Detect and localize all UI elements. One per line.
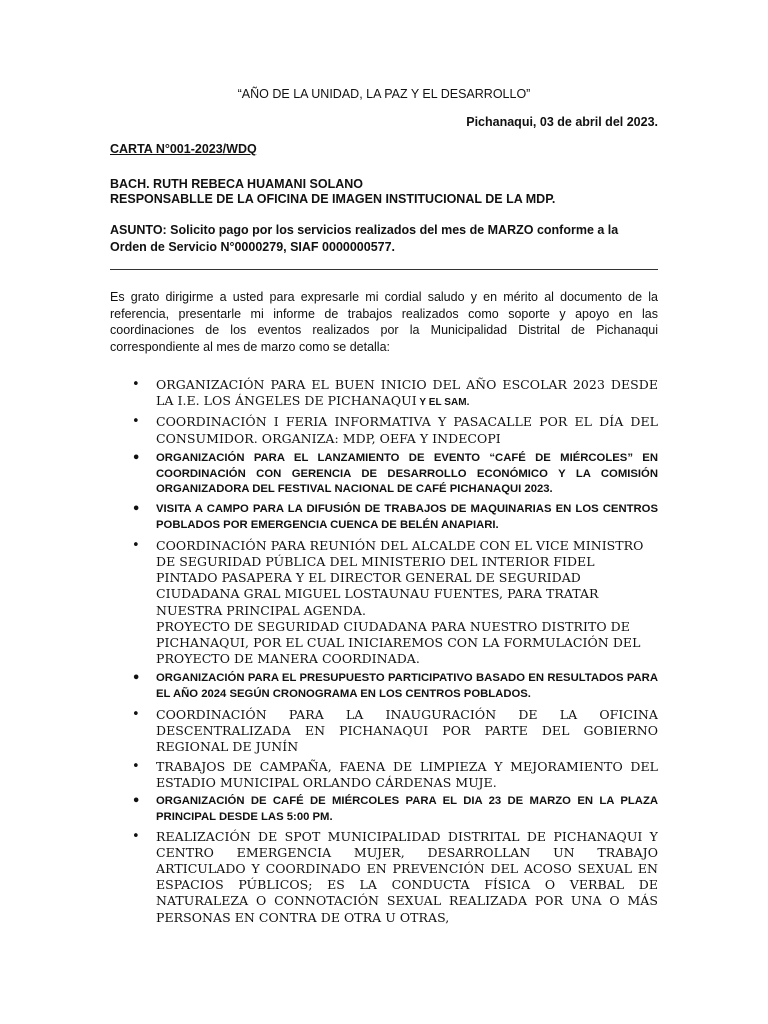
list-item-text: ORGANIZACIÓN DE CAFÉ DE MIÉRCOLES PARA EL DIA 23 DE MARZO EN LA PLAZA PRINCIPAL DESDE LAS 5:00 PM. <box>156 795 658 823</box>
bullet-icon: • <box>132 794 141 810</box>
list-item-text: ORGANIZACIÓN PARA EL PRESUPUESTO PARTICIPATIVO BASADO EN RESULTADOS PARA EL AÑO 2024 SEGÚN CRONOGRAMA EN LOS CENTROS POBLADOS. <box>156 672 658 701</box>
list-item <box>110 502 658 534</box>
list-item-text: TRABAJOS DE CAMPAÑA, FAENA DE LIMPIEZA Y MEJORAMIENTO DEL ESTADIO MUNICIPAL ORLANDO CÁRDENAS MUJE. <box>156 758 658 790</box>
list-item-text: ORGANIZACIÓN PARA EL LANZAMIENTO DE EVENTO “CAFÉ DE MIÉRCOLES” EN COORDINACIÓN CON GERENCIA DE DESARROLLO ECONÓMICO Y LA COMISIÓN ORGANIZADORA DEL FESTIVAL NACIONAL DE CAFÉ PICHANAQUI 2023. <box>156 451 658 496</box>
list-item <box>110 538 658 668</box>
bullet-icon: • <box>132 502 141 518</box>
list-item <box>110 759 658 791</box>
list-item <box>110 451 658 498</box>
intro-paragraph: Es grato dirigirme a usted para expresarle mi cordial saludo y en mérito al documento de la referencia, presentarle mi informe de trabajos realizados como soporte y apoyo en las coordinaciones de los eventos realizados por la Municipalidad Distrital de Pichanaqui correspondiente al mes de marzo como se detalla: <box>110 290 658 354</box>
divider-line <box>110 269 658 270</box>
list-item <box>110 829 658 926</box>
bullet-icon: • <box>132 537 140 553</box>
list-item <box>110 414 658 446</box>
list-item-text: ORGANIZACIÓN PARA EL BUEN INICIO DEL AÑO ESCOLAR 2023 DESDE LA I.E. LOS ÁNGELES DE PICHANAQUI <box>156 377 658 409</box>
recipient-role: RESPONSABLLE DE LA OFICINA DE IMAGEN INSTITUCIONAL DE LA MDP. <box>110 192 556 206</box>
bullet-icon: • <box>132 414 140 430</box>
dateline: Pichanaqui, 03 de abril del 2023. <box>466 115 658 129</box>
bullet-icon: • <box>132 671 141 687</box>
bullet-icon: • <box>132 828 140 844</box>
recipient-block <box>110 177 555 207</box>
bullet-icon: • <box>132 377 140 392</box>
bullet-icon: • <box>132 450 141 466</box>
list-item <box>110 707 658 756</box>
document-motto: “AÑO DE LA UNIDAD, LA PAZ Y EL DESARROLLO” <box>237 87 531 101</box>
recipient-name: BACH. RUTH REBECA HUAMANI SOLANO <box>110 177 364 191</box>
list-item <box>110 794 658 826</box>
list-item-text: COORDINACIÓN I FERIA INFORMATIVA Y PASACALLE POR EL DÍA DEL CONSUMIDOR. ORGANIZA: MDP, OEFA Y INDECOPI <box>156 414 658 446</box>
list-item-tail: Y EL SAM. <box>416 397 470 409</box>
subject-line: ASUNTO: Solicito pago por los servicios realizados del mes de MARZO conforme a la Orden de Servicio N°0000279, SIAF 0000000577. <box>110 223 619 254</box>
activities-list <box>110 377 658 926</box>
list-item <box>110 377 658 411</box>
bullet-icon: • <box>132 707 140 723</box>
list-item <box>110 671 658 703</box>
list-item-text: VISITA A CAMPO PARA LA DIFUSIÓN DE TRABAJOS DE MAQUINARIAS EN LOS CENTROS POBLADOS POR EMERGENCIA CUENCA DE BELÉN ANAPIARI. <box>156 503 658 531</box>
letter-number: CARTA N°001-2023/WDQ <box>110 142 257 156</box>
list-item-text: REALIZACIÓN DE SPOT MUNICIPALIDAD DISTRITAL DE PICHANAQUI Y CENTRO EMERGENCIA MUJER, DESARROLLAN UN TRABAJO ARTICULADO Y COORDINADO EN PREVENCIÓN DEL ACOSO SEXUAL EN ESPACIOS PÚBLICOS; ES LA CONDUCTA FÍSICA O VERBAL DE NATURALEZA O CONNOTACIÓN SEXUAL REALIZADA POR UNA O MÁS PERSONAS EN CONTRA DE OTRA U OTRAS, <box>156 828 658 925</box>
list-item-text: COORDINACIÓN PARA REUNIÓN DEL ALCALDE CON EL VICE MINISTRO DE SEGURIDAD PÚBLICA DEL MINISTERIO DEL INTERIOR FIDEL PINTADO PASAPERA Y EL DIRECTOR GENERAL DE SEGURIDAD CIUDADANA GRAL MIGUEL LOSTAUNAU FUENTES, PARA TRATAR NUESTRA PRINCIPAL AGENDA. <box>156 537 644 618</box>
list-item-text: COORDINACIÓN PARA LA INAUGURACIÓN DE LA OFICINA DESCENTRALIZADA EN PICHANAQUI POR PARTE DEL GOBIERNO REGIONAL DE JUNÍN <box>156 707 658 755</box>
bullet-icon: • <box>132 758 140 774</box>
list-item-continuation: PROYECTO DE SEGURIDAD CIUDADANA PARA NUESTRO DISTRITO DE PICHANAQUI, POR EL CUAL INICIAREMOS CON LA FORMULACIÓN DEL PROYECTO DE MANERA COORDINADA. <box>156 618 641 667</box>
